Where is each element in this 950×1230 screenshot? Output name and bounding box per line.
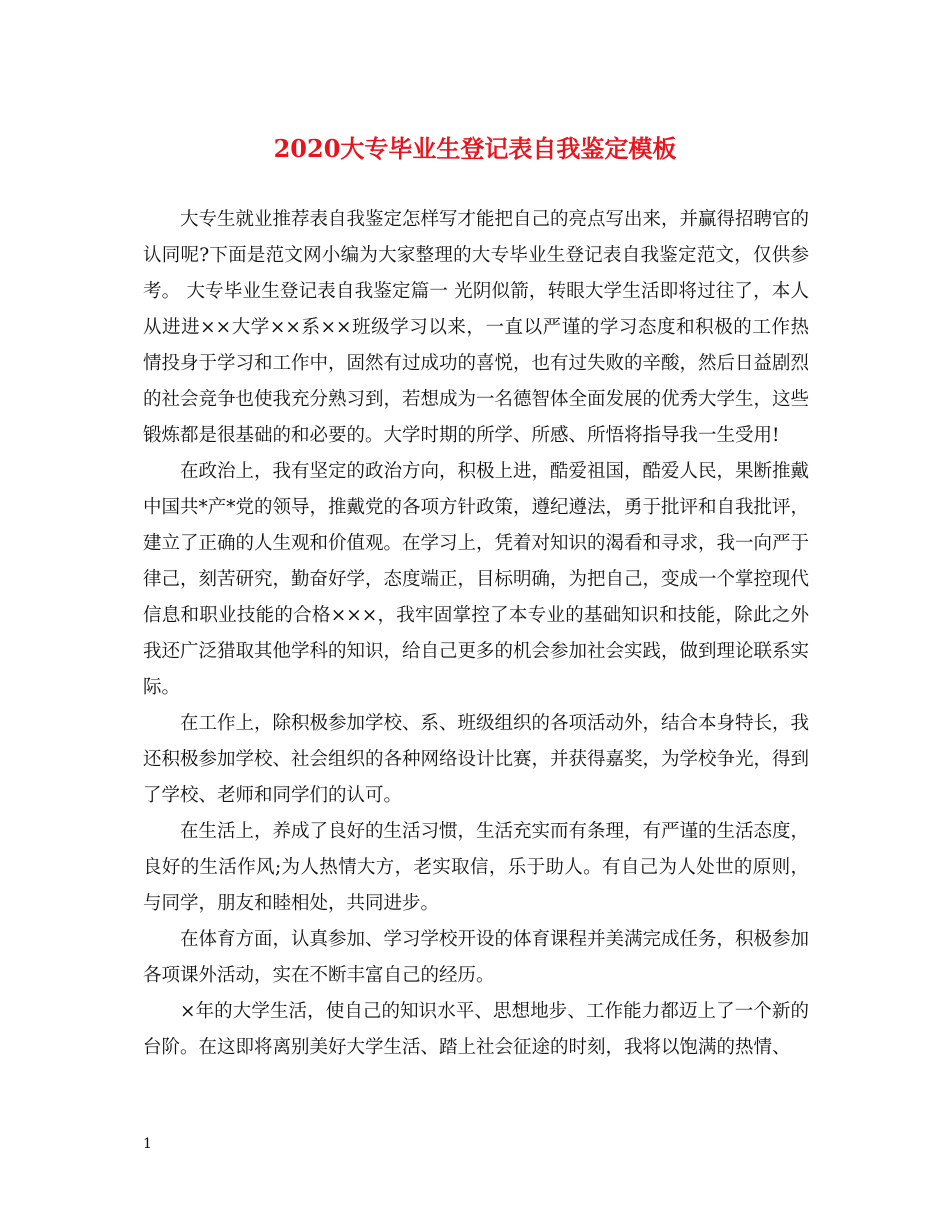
body-paragraph: 在生活上，养成了良好的生活习惯，生活充实而有条理，有严谨的生活态度，良好的生活作风;为人热情大方，老实取信，乐于助人。有自己为人处世的原则，与同学，朋友和睦相处，共同进步。	[143, 821, 810, 914]
page-number: 1	[143, 1136, 152, 1152]
page-title: 2020大专毕业生登记表自我鉴定模板	[273, 134, 677, 163]
body-paragraph: 大专生就业推荐表自我鉴定怎样写才能把自己的亮点写出来，并赢得招聘官的认同呢?下面是范文网小编为大家整理的大专毕业生登记表自我鉴定范文，仅供参考。 大专毕业生登记表自我鉴定篇一 光阴似箭，转眼大学生活即将过往了，本人从进进××大学××系××班级学习以来，一直以严谨的学习态度和积极的工作热情投身于学习和工作中，固然有过成功的喜悦，也有过失败的辛酸，然后日益剧烈的社会竞争也使我充分熟习到，若想成为一名德智体全面发展的优秀大学生，这些锻炼都是很基础的和必要的。大学时期的所学、所感、所悟将指导我一生受用!	[143, 209, 810, 446]
body-paragraph: 在体育方面，认真参加、学习学校开设的体育课程并美满完成任务，积极参加各项课外活动，实在不断丰富自己的经历。	[143, 929, 810, 986]
body-paragraph: 在政治上，我有坚定的政治方向，积极上进，酷爱祖国，酷爱人民，果断推戴中国共*产*党的领导，推戴党的各项方针政策，遵纪遵法，勇于批评和自我批评，建立了正确的人生观和价值观。在学习上，凭着对知识的渴看和寻求，我一向严于律己，刻苦研究，勤奋好学，态度端正，目标明确，为把自己，变成一个掌控现代信息和职业技能的合格×××，我牢固掌控了本专业的基础知识和技能，除此之外我还广泛猎取其他学科的知识，给自己更多的机会参加社会实践，做到理论联系实际。	[143, 461, 810, 698]
document-body	[143, 202, 809, 1066]
body-paragraph: ×年的大学生活，使自己的知识水平、思想地步、工作能力都迈上了一个新的台阶。在这即将离别美好大学生活、踏上社会征途的时刻，我将以饱满的热情、	[143, 1001, 809, 1058]
body-paragraph: 在工作上，除积极参加学校、系、班级组织的各项活动外，结合本身特长，我还积极参加学校、社会组织的各种网络设计比赛，并获得嘉奖，为学校争光，得到了学校、老师和同学们的认可。	[143, 713, 810, 806]
